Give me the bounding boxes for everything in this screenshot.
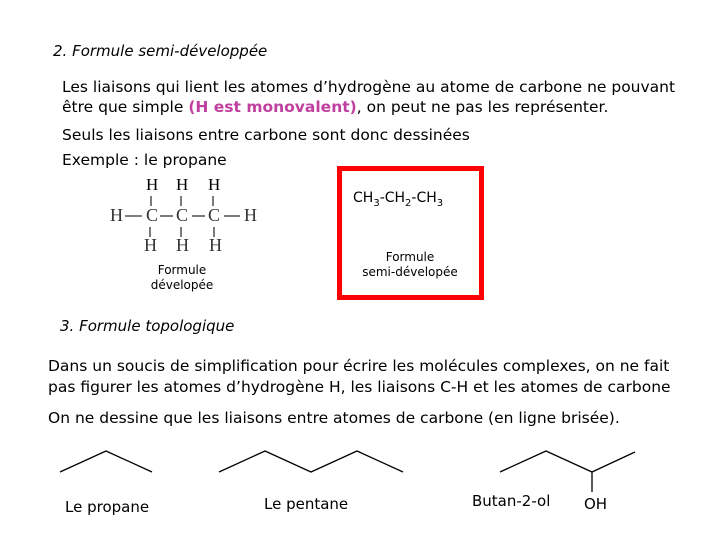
top-h-3: H: [208, 175, 221, 194]
paragraph-line-2-start: être que simple: [62, 98, 189, 116]
ch3-right-sub: 3: [436, 197, 444, 209]
paragraph-line-2-end: peut ne pas les représenter.: [385, 98, 609, 116]
bottom-h-2: H: [176, 235, 189, 255]
carbon-1: C: [146, 205, 159, 225]
propane-label: Le propane: [65, 498, 150, 516]
section-3-heading: 3. Formule topologique: [60, 317, 235, 335]
top-h-2: H: [176, 175, 189, 194]
monovalent-highlight: (H est monovalent): [188, 98, 357, 116]
ch3-right: -CH: [411, 190, 437, 206]
butanol-skeleton: [500, 451, 635, 472]
ch2: -CH: [379, 190, 406, 206]
bottom-h-1: H: [144, 235, 157, 255]
propane-skeleton: [60, 451, 152, 472]
section-3-line-3: On ne dessine que les liaisons entre atomes de carbone (en ligne brisée).: [48, 409, 620, 427]
example-label: Exemple : le propane: [62, 151, 227, 169]
semi-developed-caption-line-1: Formule: [385, 250, 435, 264]
developed-caption-line-1: Formule: [157, 263, 207, 277]
bottom-h-3: H: [209, 235, 222, 255]
top-h-1: H: [146, 175, 159, 194]
carbon-2: C: [176, 205, 189, 225]
section-3-line-1: Dans un soucis de simplification pour écrire les molécules complexes, on ne fait: [48, 357, 670, 375]
paragraph-line-3: Seuls les liaisons entre carbone sont donc dessinées: [62, 126, 470, 144]
ch2-sub: 2: [405, 197, 412, 209]
pentane-label: Le pentane: [264, 495, 349, 513]
carbon-3: C: [208, 205, 221, 225]
ch3-left-sub: 3: [373, 197, 380, 209]
semi-developed-caption-line-2: semi-dévelopée: [362, 265, 458, 279]
ch3-left: CH: [353, 190, 374, 206]
developed-caption-line-2: dévelopée: [150, 278, 214, 292]
oh-label: OH: [584, 495, 608, 513]
left-h: H: [110, 205, 123, 225]
section-2-heading: 2. Formule semi-développée: [53, 42, 268, 60]
right-h: H: [244, 205, 257, 225]
pentane-skeleton: [219, 451, 403, 472]
butanol-label: Butan-2-ol: [472, 492, 551, 510]
paragraph-line-1: Les liaisons qui lient les atomes d’hydrogène au atome de carbone ne pouvant: [62, 78, 676, 96]
section-3-line-2: pas figurer les atomes d’hydrogène H, les liaisons C-H et les atomes de carbone: [48, 378, 671, 396]
paragraph-line-2-end-hidden: , on: [356, 98, 386, 116]
